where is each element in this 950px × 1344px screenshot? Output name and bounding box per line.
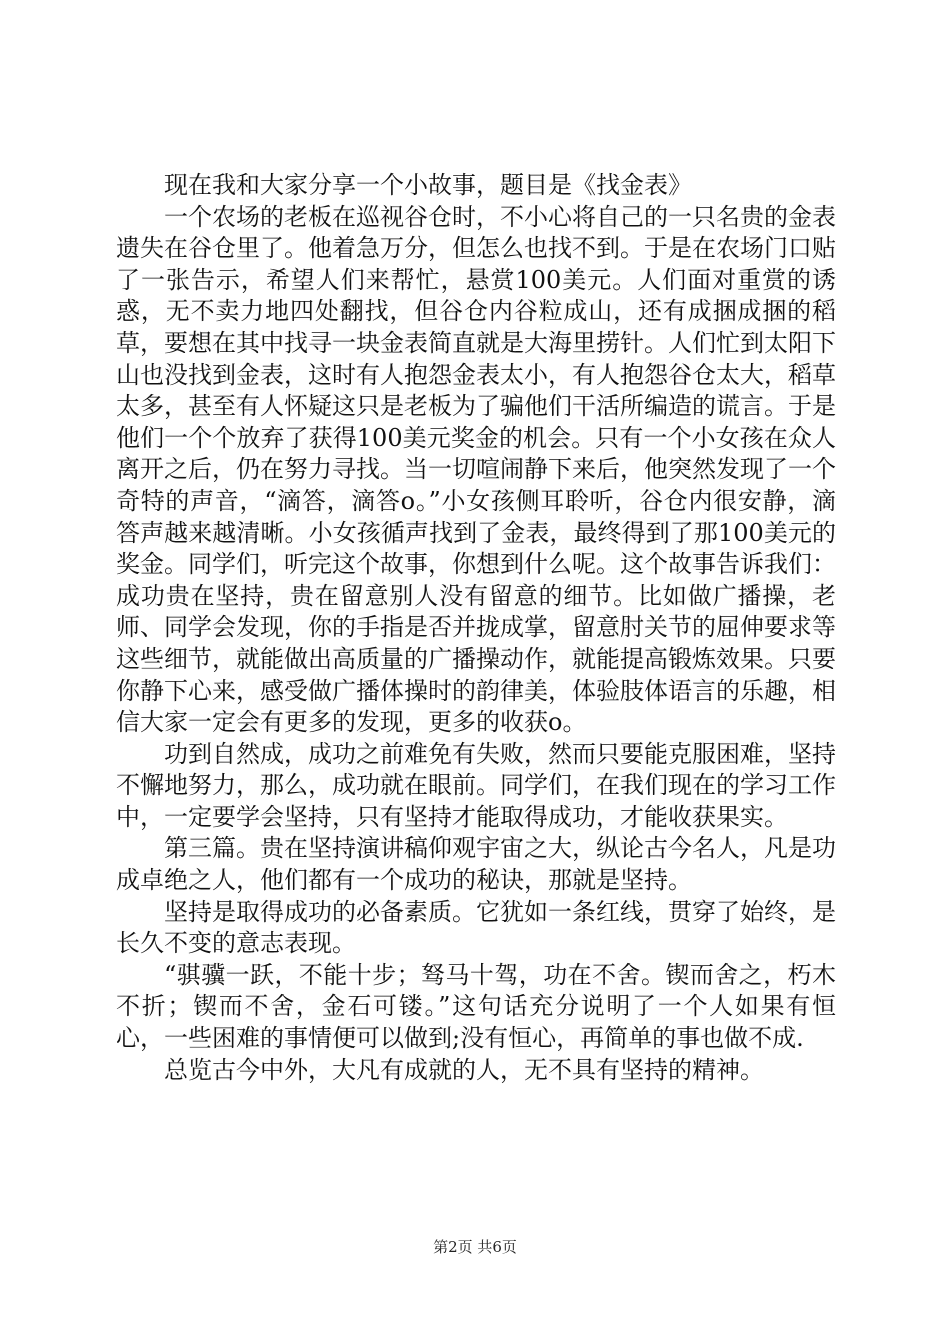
paragraph-conclusion: 总览古今中外，大凡有成就的人，无不具有坚持的精神。 — [164, 1055, 764, 1084]
paragraph-gold-watch-story: 一个农场的老板在巡视谷仓时，不小心将自己的一只名贵的金表遗失在谷仓里了。他着急万分，但怎么也找不到。于是在农场门口贴了一张告示，希望人们来帮忙，悬赏100美元。人们面对重赏的诱惑，无不卖力地四处翻找，但谷仓内谷粒成山，还有成捆成捆的稻草，要想在其中找寻一块金表简直就是大海里捞针。人们忙到太阳下山也没找到金表，这时有人抱怨金表太小，有人抱怨谷仓太大，稻草太多，甚至有人怀疑这只是老板为了骗他们干活所编造的谎言。于是他们一个个放弃了获得100美元奖金的机会。只有一个小女孩在众人离开之后，仍在努力寻找。当一切喧闹静下来后，他突然发现了一个奇特的声音，“滴答，滴答o。”小女孩侧耳聆听，谷仓内很安静，滴答声越来越清晰。小女孩循声找到了金表，最终得到了那100美元的奖金。同学们，听完这个故事，你想到什么呢。这个故事告诉我们：成功贵在坚持，贵在留意别人没有留意的细节。比如做广播操，老师、同学会发现，你的手指是否并拢成掌，留意肘关节的屈伸要求等这些细节，就能做出高质量的广播操动作，就能提高锻炼效果。只要你静下心来，感受做广播体操时的韵律美，体验肢体语言的乐趣，相信大家一定会有更多的发现，更多的收获o。 — [116, 202, 836, 737]
paragraph-persistence-quality: 坚持是取得成功的必备素质。它犹如一条红线，贯穿了始终，是长久不变的意志表现。 — [116, 897, 836, 958]
paragraph-classical-quote: “骐骥一跃，不能十步；驽马十驾，功在不舍。锲而舍之，朽木不折；锲而不舍，金石可镂。”这句话充分说明了一个人如果有恒心，一些困难的事情便可以做到;没有恒心，再简单的事也做不成. — [116, 960, 836, 1053]
paragraph-intro: 现在我和大家分享一个小故事，题目是《找金表》 — [164, 171, 692, 199]
document-body — [116, 170, 836, 1086]
paragraph-success-perseverance: 功到自然成，成功之前难免有失败，然而只要能克服困难，坚持不懈地努力，那么，成功就在眼前。同学们，在我们现在的学习工作中，一定要学会坚持，只有坚持才能取得成功，才能收获果实。 — [116, 739, 836, 831]
page-number-footer: 第2页 共6页 — [433, 1238, 517, 1256]
paragraph-third-speech: 第三篇。贵在坚持演讲稿仰观宇宙之大，纵论古今名人，凡是功成卓绝之人，他们都有一个成功的秘诀，那就是坚持。 — [116, 834, 836, 895]
